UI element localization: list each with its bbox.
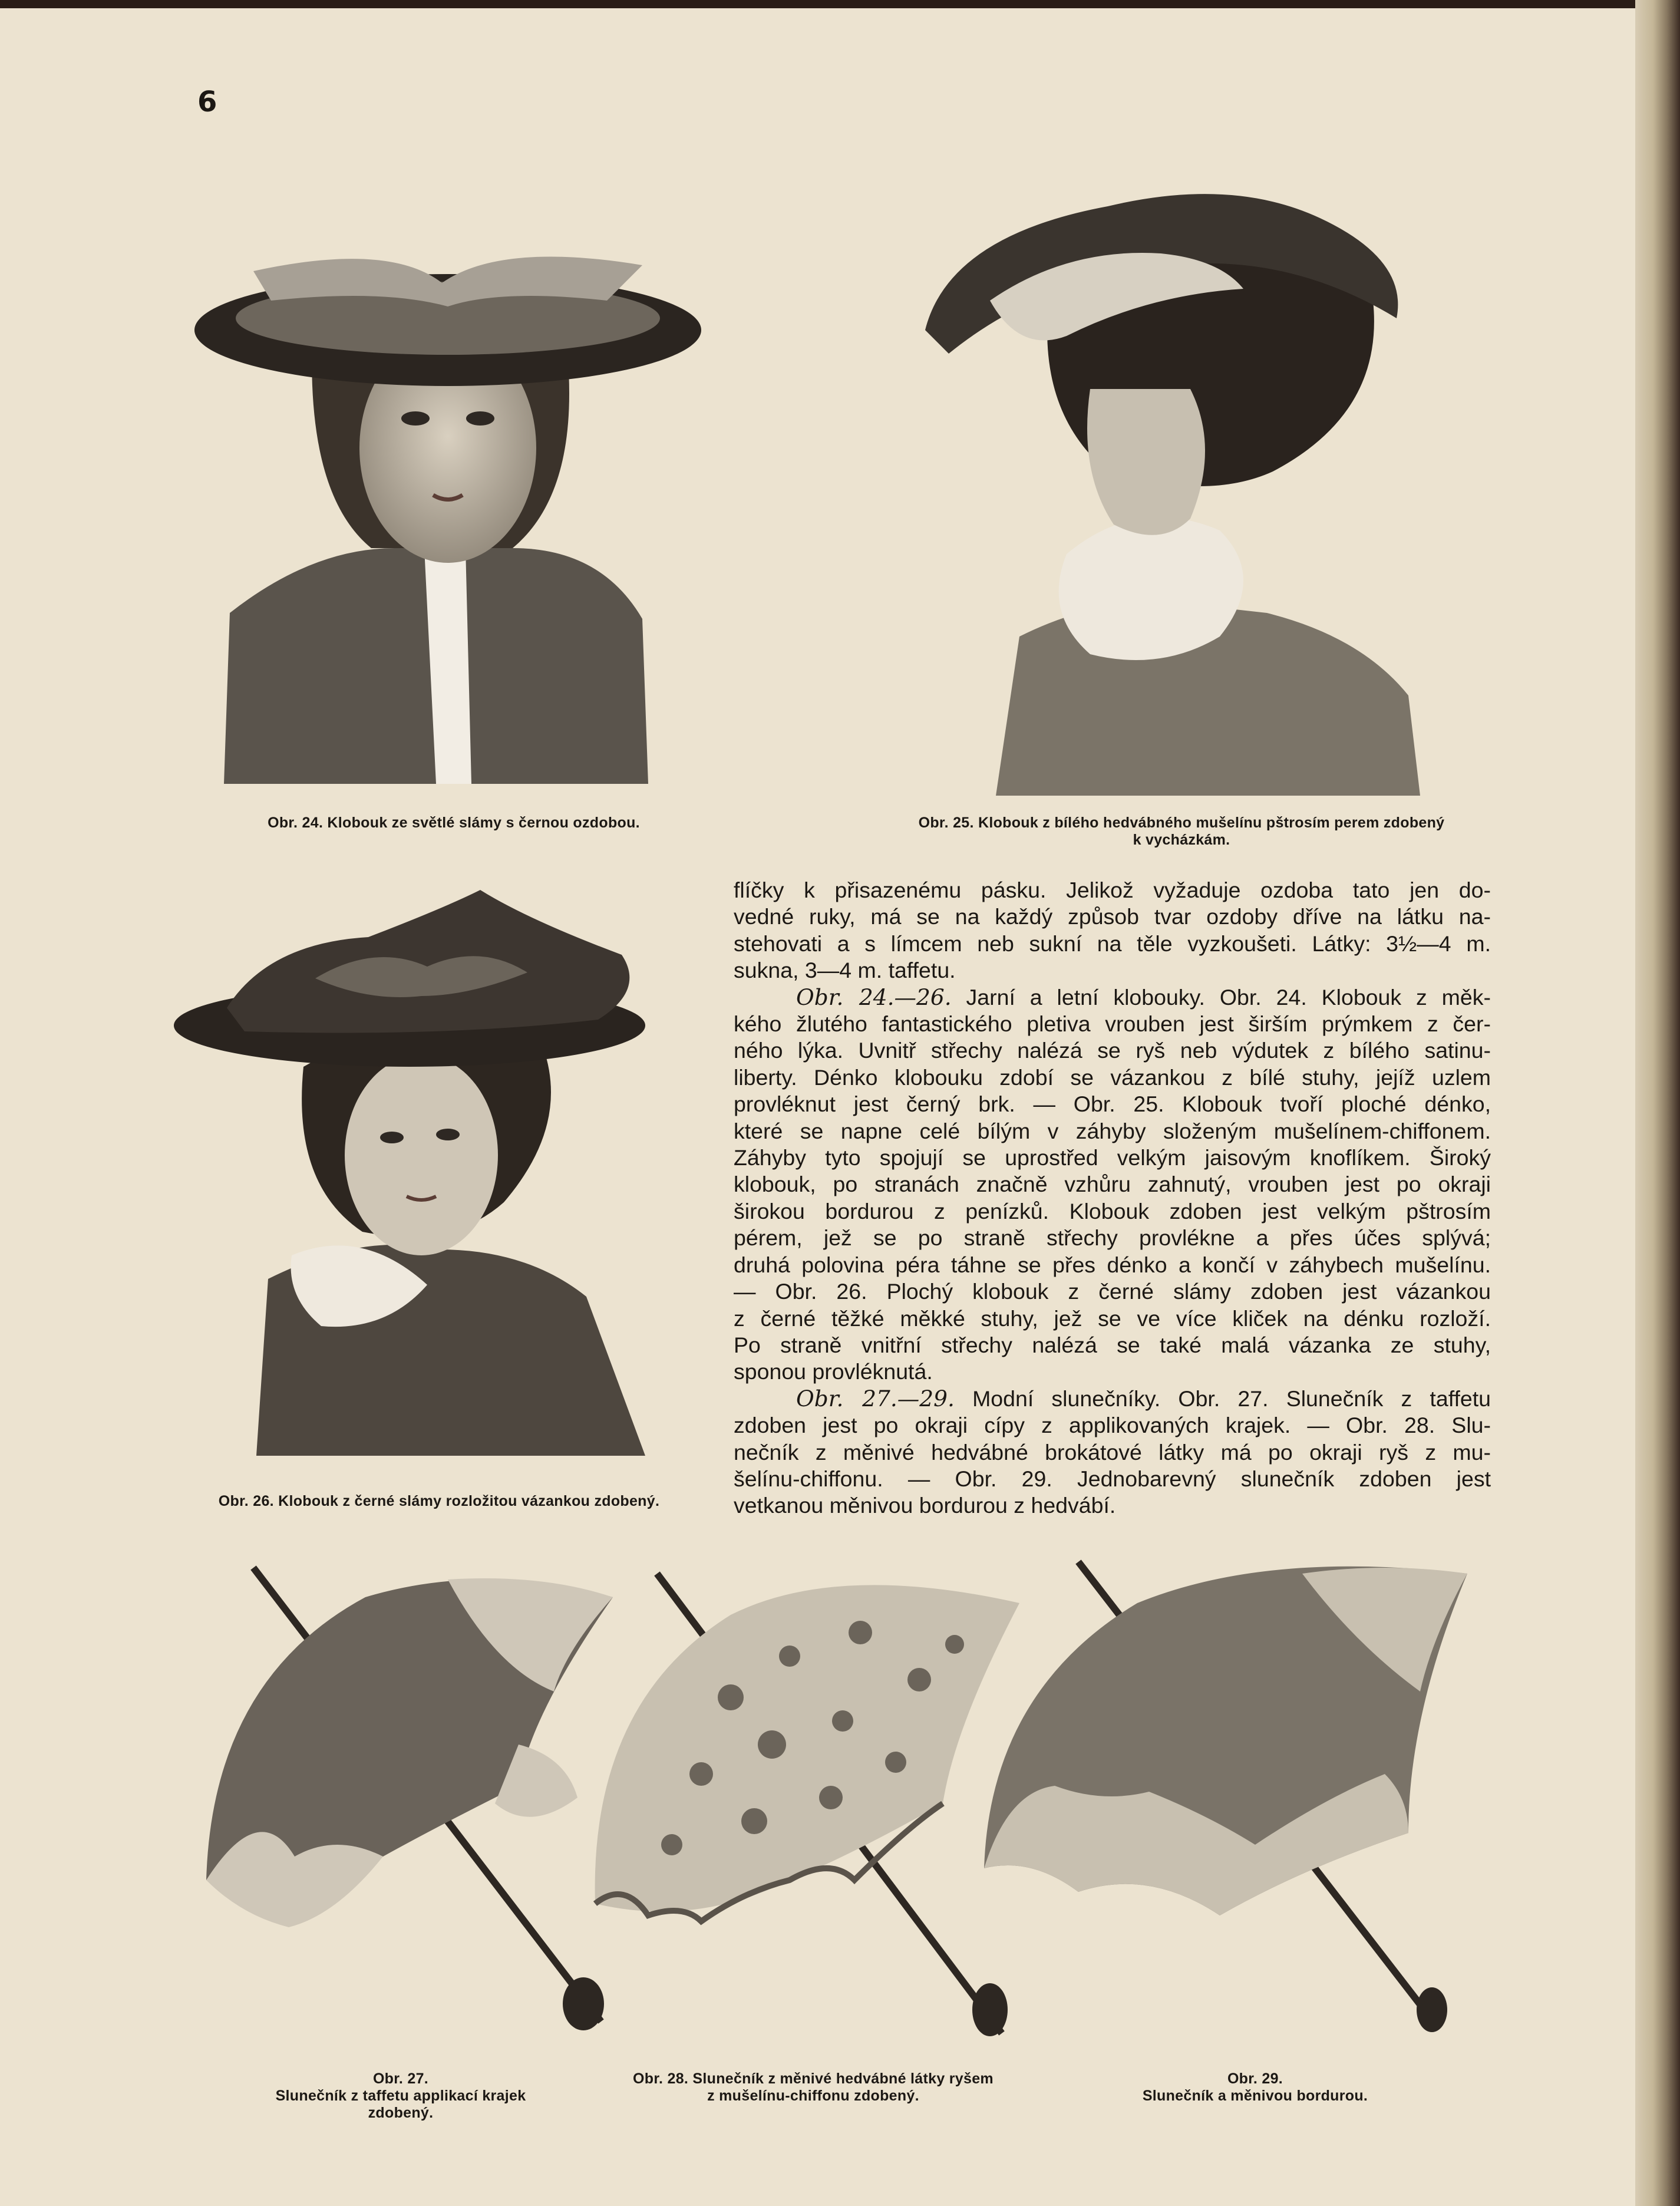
text-line: — Obr. 26. Plochý klobouk z černé slámy zdoben jest vázankou (734, 1279, 1491, 1304)
caption-fig-29-line2: Slunečník a měnivou bordurou. (1142, 2088, 1368, 2104)
caption-fig-28 (589, 2070, 1037, 2105)
text-line: provléknut jest černý brk. — Obr. 25. Klobouk tvoří ploché dénko, (734, 1092, 1491, 1117)
illustration-hat-26 (174, 872, 681, 1456)
text-line: flíčky k přisazenému pásku. Jelikož vyžaduje ozdoba tato jen do- (734, 878, 1491, 902)
text-line: nečník z měnivé hedvábné brokátové látky má po okraji ryš z mu- (734, 1439, 1491, 1465)
text-line: ného lýka. Uvnitř střechy nalézá se ryš neb výdutek z bílého satinu- (734, 1038, 1491, 1063)
caption-fig-27-line1: Obr. 27. (372, 2070, 429, 2087)
text-line: Po straně vnitřní střechy nalézá se také malá vázanka ze stuhy, (734, 1332, 1491, 1357)
text-line: vedné ruky, má se na každý způsob tvar ozdoby dříve na látku na- (734, 904, 1491, 929)
caption-fig-26: Obr. 26. Klobouk z černé slámy rozložitou vázankou zdobený. (218, 1493, 660, 1509)
caption-fig-29 (1108, 2070, 1402, 2105)
text-line: širokou bordurou z penízků. Klobouk zdoben jest velkým pštrosím (734, 1198, 1491, 1224)
article-text (734, 877, 1491, 1519)
figure-reference: Obr. 24.—26. (796, 984, 952, 1010)
page-top-edge (0, 0, 1680, 8)
caption-fig-28-line1: Obr. 28. Slunečník z měnivé hedvábné látky ryšem (633, 2070, 994, 2087)
caption-fig-25-line2: k vycházkám. (1133, 832, 1230, 848)
caption-fig-25 (902, 815, 1461, 849)
caption-fig-29-line1: Obr. 29. (1227, 2070, 1283, 2087)
page-number: 6 (197, 85, 217, 118)
text-line: sukna, 3—4 m. taffetu. (734, 958, 956, 983)
paragraph-1 (734, 877, 1491, 984)
illustration-parasol-27 (189, 1550, 636, 2039)
text-line: klobouk, po stranách značně vzhůru zahnutý, vrouben jest po okraji (734, 1172, 1491, 1197)
caption-fig-24: Obr. 24. Klobouk ze světlé slámy s černou ozdobou. (268, 815, 640, 831)
paragraph-2 (734, 984, 1491, 1386)
text-line: vetkanou měnivou bordurou z hedvábí. (734, 1493, 1116, 1518)
text-line: sponou provléknutá. (734, 1359, 933, 1384)
text-segment: Modní slunečníky. Obr. 27. Slunečník z taffetu (972, 1386, 1491, 1411)
caption-fig-27-line2: Slunečník z taffetu applikací krajek zdobený. (275, 2088, 526, 2121)
caption-fig-28-line2: z mušelínu-chiffonu zdobený. (707, 2088, 919, 2104)
caption-fig-25-line1: Obr. 25. Klobouk z bílého hedvábného mušelínu pštrosím perem zdobený (918, 815, 1445, 831)
text-line: druhá polovina péra táhne se přes dénko a končí v záhybech mušelínu. (734, 1252, 1491, 1277)
text-line: zdoben jest po okraji cípy z applikovaných krajek. — Obr. 28. Slu- (734, 1413, 1491, 1438)
page-binding-edge (1635, 0, 1680, 2206)
text-line: Záhyby tyto spojují se uprostřed velkým jaisovým knoflíkem. Široký (734, 1145, 1491, 1170)
figure-reference: Obr. 27.—29. (796, 1385, 955, 1412)
text-line: které se napne celé bílým v záhyby složeným mušelínem-chiffonem. (734, 1118, 1491, 1143)
paragraph-3 (734, 1386, 1491, 1519)
illustration-hat-24 (194, 218, 713, 784)
text-segment: Jarní a letní klobouky. Obr. 24. Klobouk z měk- (966, 984, 1491, 1010)
text-line (734, 1386, 1491, 1412)
caption-fig-27 (247, 2070, 554, 2122)
text-line: kého žlutého fantastického pletiva vrouben jest širším prýmkem z čer- (734, 1011, 1491, 1037)
text-line: liberty. Dénko klobouku zdobí se vázankou z bílé stuhy, jejíž uzlem (734, 1064, 1491, 1090)
text-line: šelínu-chiffonu. — Obr. 29. Jednobarevný slunečník zdoben jest (734, 1466, 1491, 1491)
text-line: pérem, jež se po straně střechy provlékne a přes účes splývá; (734, 1225, 1491, 1251)
illustration-hat-25 (913, 165, 1450, 796)
illustration-parasol-29 (972, 1538, 1479, 2039)
illustration-parasol-28 (577, 1550, 1037, 2051)
text-line: stehovati a s límcem neb sukní na těle vyzkoušeti. Látky: 3½—4 m. (734, 931, 1491, 956)
text-line: z černé těžké měkké stuhy, jež se ve více kliček na dénku rozloží. (734, 1305, 1491, 1331)
text-line (734, 984, 1491, 1011)
